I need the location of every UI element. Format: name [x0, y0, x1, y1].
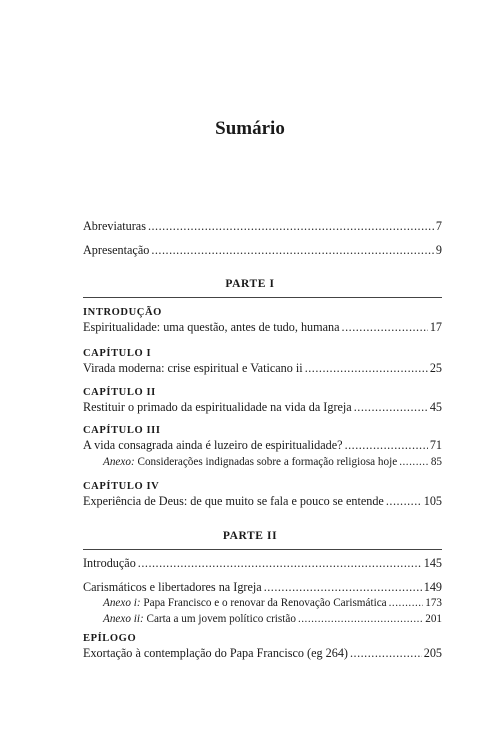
dot-leader	[151, 243, 434, 258]
dot-leader	[148, 219, 434, 234]
toc-entry-label: Virada moderna: crise espiritual e Vaticano ii	[83, 361, 303, 375]
dot-leader	[305, 361, 428, 376]
toc-page-number: 9	[435, 243, 442, 257]
toc-entry-capitulo-2[interactable]	[83, 400, 442, 415]
annex-prefix: Anexo i:	[103, 597, 141, 609]
dot-leader	[354, 400, 428, 415]
divider	[83, 297, 442, 298]
toc-subentry-anexo[interactable]	[103, 455, 442, 470]
annex-prefix: Anexo:	[103, 456, 135, 468]
toc-entry-carismaticos[interactable]	[83, 580, 442, 595]
section-heading: EPÍLOGO	[83, 633, 137, 644]
toc-page-number: 201	[425, 613, 442, 625]
toc-entry-label: Abreviaturas	[83, 219, 146, 233]
toc-page-number: 71	[429, 438, 442, 452]
dot-leader	[350, 646, 422, 661]
toc-page-number: 85	[430, 456, 442, 468]
toc-entry-label	[103, 612, 296, 627]
toc-page-number: 7	[435, 219, 442, 233]
toc-page-number: 17	[429, 320, 442, 334]
toc-page-number: 105	[423, 494, 442, 508]
annex-title: Papa Francisco e o renovar da Renovação Carismática	[143, 597, 387, 609]
toc-entry-capitulo-1[interactable]	[83, 361, 442, 376]
toc-subentry-anexo-1[interactable]	[103, 596, 442, 611]
dot-leader	[264, 580, 422, 595]
toc-entry-apresentacao[interactable]	[83, 243, 442, 258]
dot-leader	[342, 320, 428, 335]
toc-subentry-anexo-2[interactable]	[103, 612, 442, 627]
toc-entry-label: Espiritualidade: uma questão, antes de tudo, humana	[83, 320, 340, 334]
section-heading: CAPÍTULO I	[83, 348, 152, 359]
toc-entry-epilogo[interactable]	[83, 646, 442, 661]
dot-leader	[399, 455, 429, 470]
dot-leader	[298, 612, 423, 627]
toc-entry-label: A vida consagrada ainda é luzeiro de espiritualidade?	[83, 438, 343, 452]
toc-entry-label: Restituir o primado da espiritualidade na vida da Igreja	[83, 400, 352, 414]
annex-title: Considerações indignadas sobre a formação religiosa hoje	[137, 456, 398, 468]
section-heading: CAPÍTULO III	[83, 425, 161, 436]
toc-entry-label: Apresentação	[83, 243, 150, 257]
dot-leader	[138, 556, 422, 571]
toc-entry-label: Introdução	[83, 556, 136, 570]
toc-entry-introducao[interactable]	[83, 320, 442, 335]
dot-leader	[386, 494, 422, 509]
toc-page-number: 173	[425, 597, 442, 609]
toc-entry-label	[103, 596, 387, 611]
section-heading: CAPÍTULO IV	[83, 481, 160, 492]
section-heading: CAPÍTULO II	[83, 387, 156, 398]
divider	[83, 549, 442, 550]
page-title: Sumário	[215, 118, 285, 139]
toc-entry-capitulo-4[interactable]	[83, 494, 442, 509]
toc-entry-capitulo-3[interactable]	[83, 438, 442, 453]
annex-title: Carta a um jovem político cristão	[146, 613, 296, 625]
toc-entry-abreviaturas[interactable]	[83, 219, 442, 234]
dot-leader	[345, 438, 428, 453]
part-heading-2: PARTE II	[222, 530, 278, 542]
toc-page-number: 25	[429, 361, 442, 375]
toc-page-number: 149	[423, 580, 442, 594]
toc-page-number: 145	[423, 556, 442, 570]
toc-entry-label: Carismáticos e libertadores na Igreja	[83, 580, 262, 594]
toc-entry-introducao-parte-2[interactable]	[83, 556, 442, 571]
toc-entry-label	[103, 455, 397, 470]
toc-entry-label: Exortação à contemplação do Papa Francisco (eg 264)	[83, 646, 348, 660]
part-heading-1: PARTE I	[225, 278, 275, 290]
toc-page-number: 45	[429, 400, 442, 414]
toc-page-number: 205	[423, 646, 442, 660]
toc-entry-label: Experiência de Deus: de que muito se fala e pouco se entende	[83, 494, 384, 508]
section-heading: INTRODUÇÃO	[83, 307, 162, 318]
dot-leader	[389, 596, 424, 611]
annex-prefix: Anexo ii:	[103, 613, 144, 625]
